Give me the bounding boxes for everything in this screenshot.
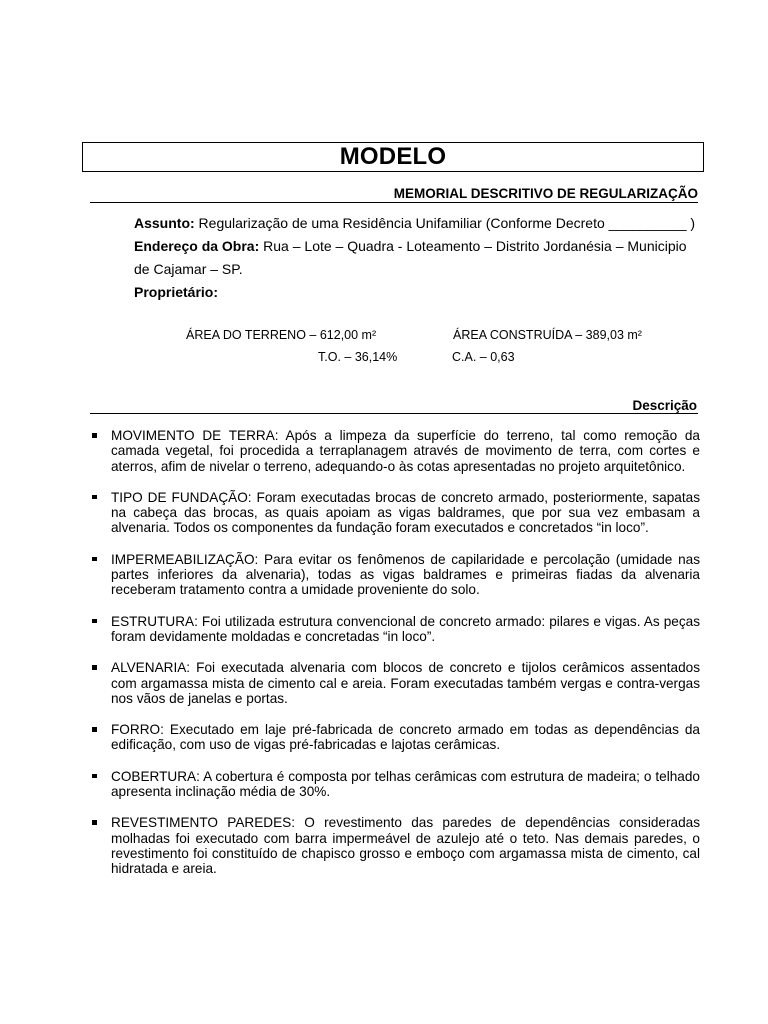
list-item: [92, 490, 700, 536]
list-item: [92, 722, 700, 753]
assunto-value: Regularização de uma Residência Unifamiliar (Conforme Decreto __________ ): [194, 215, 696, 231]
item-text: ALVENARIA: Foi executada alvenaria com blocos de concreto e tijolos cerâmicos assentados com argamassa mista de cimento cal e areia. Foram executadas também vergas e contra-vergas nos vãos de janelas e portas.: [111, 660, 700, 706]
taxa-ocupacao: T.O. – 36,14%: [318, 350, 398, 364]
descricao-list: [92, 428, 700, 877]
bullet-icon: [92, 727, 97, 732]
area-terreno: ÁREA DO TERRENO – 612,00 m²: [186, 328, 377, 342]
endereco-line: [134, 235, 700, 281]
bullet-icon: [92, 557, 97, 562]
list-item: [92, 769, 700, 800]
assunto-line: [134, 212, 700, 235]
document-title: MODELO: [339, 143, 447, 170]
list-item: [92, 614, 700, 645]
bullet-icon: [92, 433, 97, 438]
endereco-label: Endereço da Obra:: [134, 238, 260, 254]
coeficiente-aproveitamento: C.A. – 0,63: [452, 350, 515, 364]
list-item: [92, 428, 700, 474]
bullet-icon: [92, 619, 97, 624]
bullet-icon: [92, 820, 97, 825]
item-text: REVESTIMENTO PAREDES: O revestimento das paredes de dependências consideradas molhadas foi executado com barra impermeável de azulejo até o teto. Nas demais paredes, o revestimento foi constituído de chapisco grosso e emboço com argamassa mista de cimento, cal hidratada e areia.: [111, 815, 700, 877]
bullet-icon: [92, 774, 97, 779]
descricao-heading: Descrição: [632, 398, 697, 413]
title-box: [82, 142, 704, 172]
document-subtitle: MEMORIAL DESCRITIVO DE REGULARIZAÇÃO: [393, 186, 698, 201]
item-text: FORRO: Executado em laje pré-fabricada de concreto armado em todas as dependências da edificação, com uso de vigas pré-fabricadas e lajotas cerâmicas.: [111, 722, 700, 753]
bullet-icon: [92, 665, 97, 670]
proprietario-label: Proprietário:: [134, 284, 219, 300]
list-item: [92, 815, 700, 876]
item-text: TIPO DE FUNDAÇÃO: Foram executadas brocas de concreto armado, posteriormente, sapatas na cabeça das brocas, as quais apoiam as vigas baldrames, que por sua vez embasam a alvenaria. Todos os componentes da fundação foram executados e concretados “in loco”.: [111, 489, 700, 536]
item-text: IMPERMEABILIZAÇÃO: Para evitar os fenômenos de capilaridade e percolação (umidade nas partes inferiores da alvenaria), todas as vigas baldrames e primeiras fiadas da alvenaria receberam tratamento contra a umidade proveniente do solo.: [111, 551, 700, 598]
list-item: [92, 660, 700, 706]
proprietario-line: [134, 281, 700, 304]
subtitle-rule: [90, 202, 698, 203]
item-text: MOVIMENTO DE TERRA: Após a limpeza da superfície do terreno, tal como remoção da camada vegetal, foi procedida a terraplanagem através de movimento de terra, com cortes e aterros, afim de nivelar o terreno, adequando-o às cotas apresentadas no projeto arquitetônico.: [111, 428, 700, 474]
bullet-icon: [92, 495, 97, 500]
list-item: [92, 552, 700, 598]
endereco-value: Rua – Lote – Quadra - Loteamento – Distrito Jordanésia – Municipio de Cajamar – SP.: [134, 238, 687, 277]
descricao-rule: [90, 413, 698, 414]
item-text: ESTRUTURA: Foi utilizada estrutura convencional de concreto armado: pilares e vigas. As peças foram devidamente moldadas e concretadas “in loco”.: [111, 613, 700, 644]
item-text: COBERTURA: A cobertura é composta por telhas cerâmicas com estrutura de madeira; o telhado apresenta inclinação média de 30%.: [111, 768, 700, 800]
area-construida: ÁREA CONSTRUÍDA – 389,03 m²: [453, 328, 642, 342]
assunto-label: Assunto:: [134, 215, 195, 231]
